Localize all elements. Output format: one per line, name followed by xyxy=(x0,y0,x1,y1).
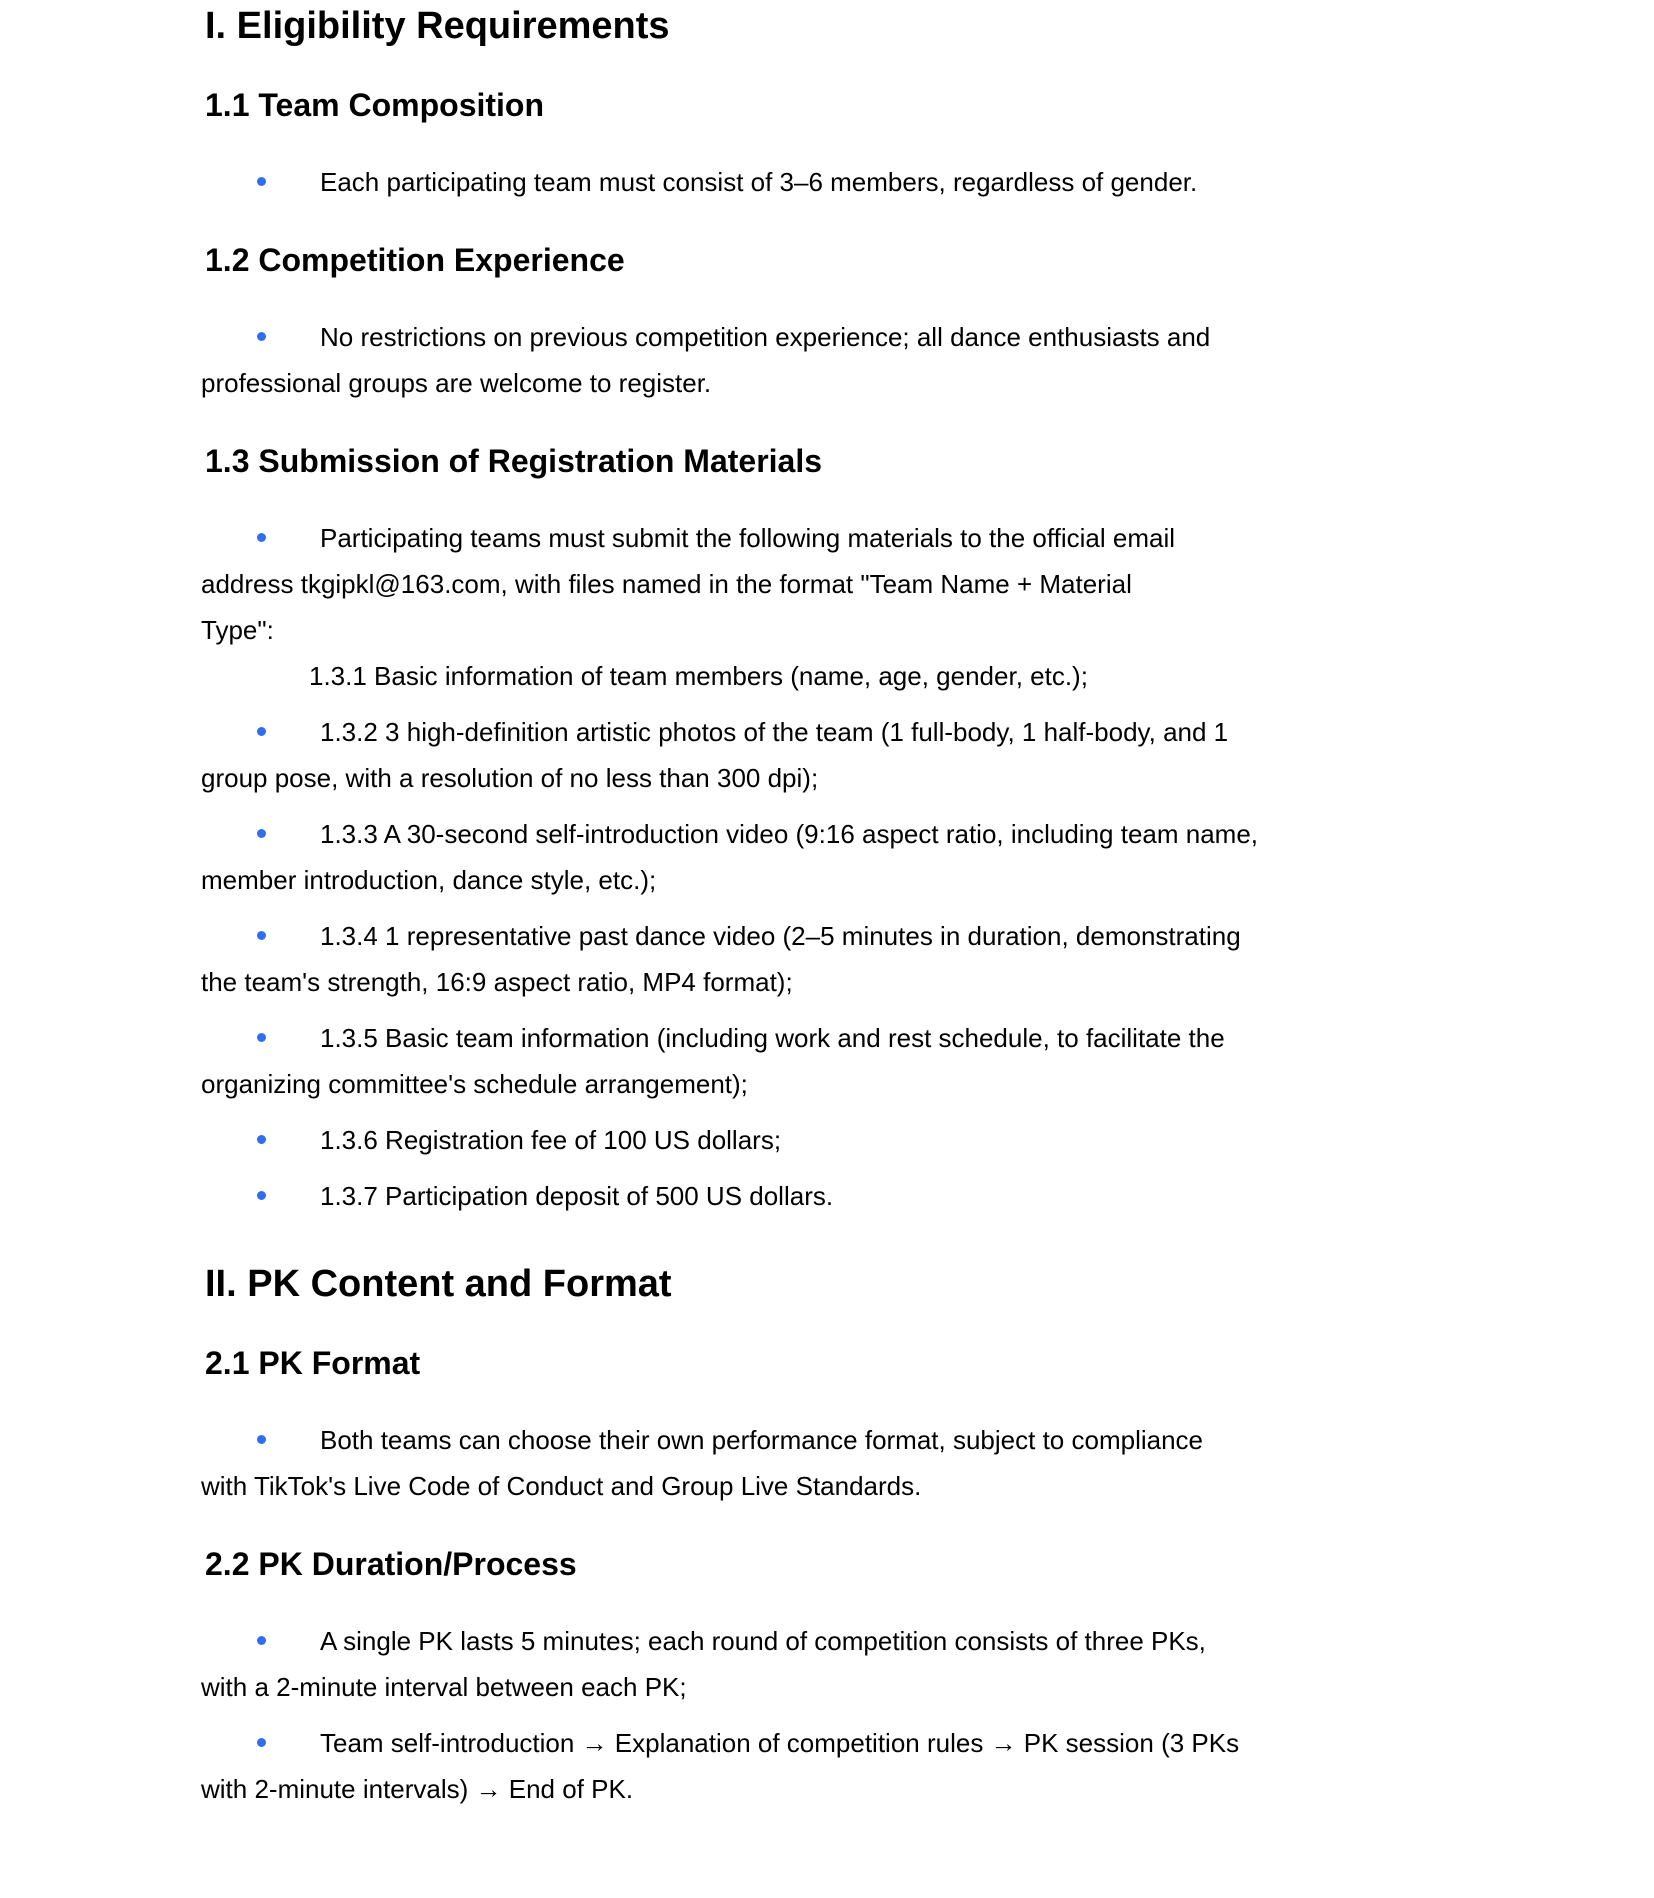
bullet-line: No restrictions on previous competition experience; all dance enthusiasts and xyxy=(320,322,1211,352)
bullet-line: group pose, with a resolution of no less than 300 dpi); xyxy=(201,763,819,793)
section-heading-h2: 1.3 Submission of Registration Materials xyxy=(205,443,823,479)
bullet-line: 1.3.2 3 high-definition artistic photos of the team (1 full-body, 1 half-body, and 1 xyxy=(320,717,1229,747)
bullet-item xyxy=(201,913,1521,1005)
bullet-item xyxy=(201,515,1521,699)
bullet-line: organizing committee's schedule arrangement); xyxy=(201,1069,748,1099)
bullet-line: Both teams can choose their own performance format, subject to compliance xyxy=(320,1425,1203,1455)
section-heading-h2: 2.1 PK Format xyxy=(205,1345,421,1381)
bullet-line: professional groups are welcome to register. xyxy=(201,368,712,398)
bullet-dot-icon xyxy=(257,1636,266,1645)
bullet-dot-icon xyxy=(257,931,266,940)
bullet-item xyxy=(201,1720,1521,1812)
bullet-line: address tkgipkl@163.com, with files named in the format "Team Name + Material xyxy=(201,569,1132,599)
section-heading-h2: 1.1 Team Composition xyxy=(205,87,545,123)
bullet-item xyxy=(201,1417,1521,1509)
bullet-line: with a 2-minute interval between each PK; xyxy=(201,1672,687,1702)
bullet-line: member introduction, dance style, etc.); xyxy=(201,865,657,895)
bullet-dot-icon xyxy=(257,177,266,186)
bullet-line: Participating teams must submit the following materials to the official email xyxy=(320,523,1176,553)
bullet-item xyxy=(201,1015,1521,1107)
bullet-line: 1.3.7 Participation deposit of 500 US dollars. xyxy=(320,1181,834,1211)
bullet-line: Team self-introduction → Explanation of competition rules → PK session (3 PKs xyxy=(320,1728,1240,1758)
bullet-item xyxy=(201,159,1521,205)
bullet-item xyxy=(201,1618,1521,1710)
bullet-line: the team's strength, 16:9 aspect ratio, MP4 format); xyxy=(201,967,793,997)
bullet-line: Type": xyxy=(201,615,274,645)
sub-item-line: 1.3.1 Basic information of team members (name, age, gender, etc.); xyxy=(309,661,1088,691)
bullet-line: with TikTok's Live Code of Conduct and Group Live Standards. xyxy=(201,1471,922,1501)
bullet-line: 1.3.6 Registration fee of 100 US dollars; xyxy=(320,1125,782,1155)
section-heading-h2: 1.2 Competition Experience xyxy=(205,242,625,278)
bullet-item xyxy=(201,811,1521,903)
bullet-line: Each participating team must consist of 3–6 members, regardless of gender. xyxy=(320,167,1198,197)
bullet-line: 1.3.5 Basic team information (including work and rest schedule, to facilitate the xyxy=(320,1023,1225,1053)
bullet-item xyxy=(201,709,1521,801)
bullet-line: A single PK lasts 5 minutes; each round of competition consists of three PKs, xyxy=(320,1626,1206,1656)
section-heading-h1: II. PK Content and Format xyxy=(205,1263,672,1305)
bullet-dot-icon xyxy=(257,332,266,341)
bullet-dot-icon xyxy=(257,1033,266,1042)
bullet-item xyxy=(201,1173,1521,1219)
bullet-dot-icon xyxy=(257,1738,266,1747)
document-body xyxy=(201,0,1521,1812)
bullet-dot-icon xyxy=(257,829,266,838)
bullet-line: 1.3.4 1 representative past dance video (2–5 minutes in duration, demonstrating xyxy=(320,921,1241,951)
bullet-dot-icon xyxy=(257,1191,266,1200)
bullet-line: 1.3.3 A 30-second self-introduction video (9:16 aspect ratio, including team name, xyxy=(320,819,1259,849)
section-heading-h1: I. Eligibility Requirements xyxy=(205,5,670,47)
bullet-item xyxy=(201,1117,1521,1163)
section-heading-h2: 2.2 PK Duration/Process xyxy=(205,1546,577,1582)
bullet-item xyxy=(201,314,1521,406)
bullet-dot-icon xyxy=(257,1135,266,1144)
bullet-dot-icon xyxy=(257,727,266,736)
bullet-dot-icon xyxy=(257,533,266,542)
bullet-line: with 2-minute intervals) → End of PK. xyxy=(201,1774,634,1804)
bullet-dot-icon xyxy=(257,1435,266,1444)
